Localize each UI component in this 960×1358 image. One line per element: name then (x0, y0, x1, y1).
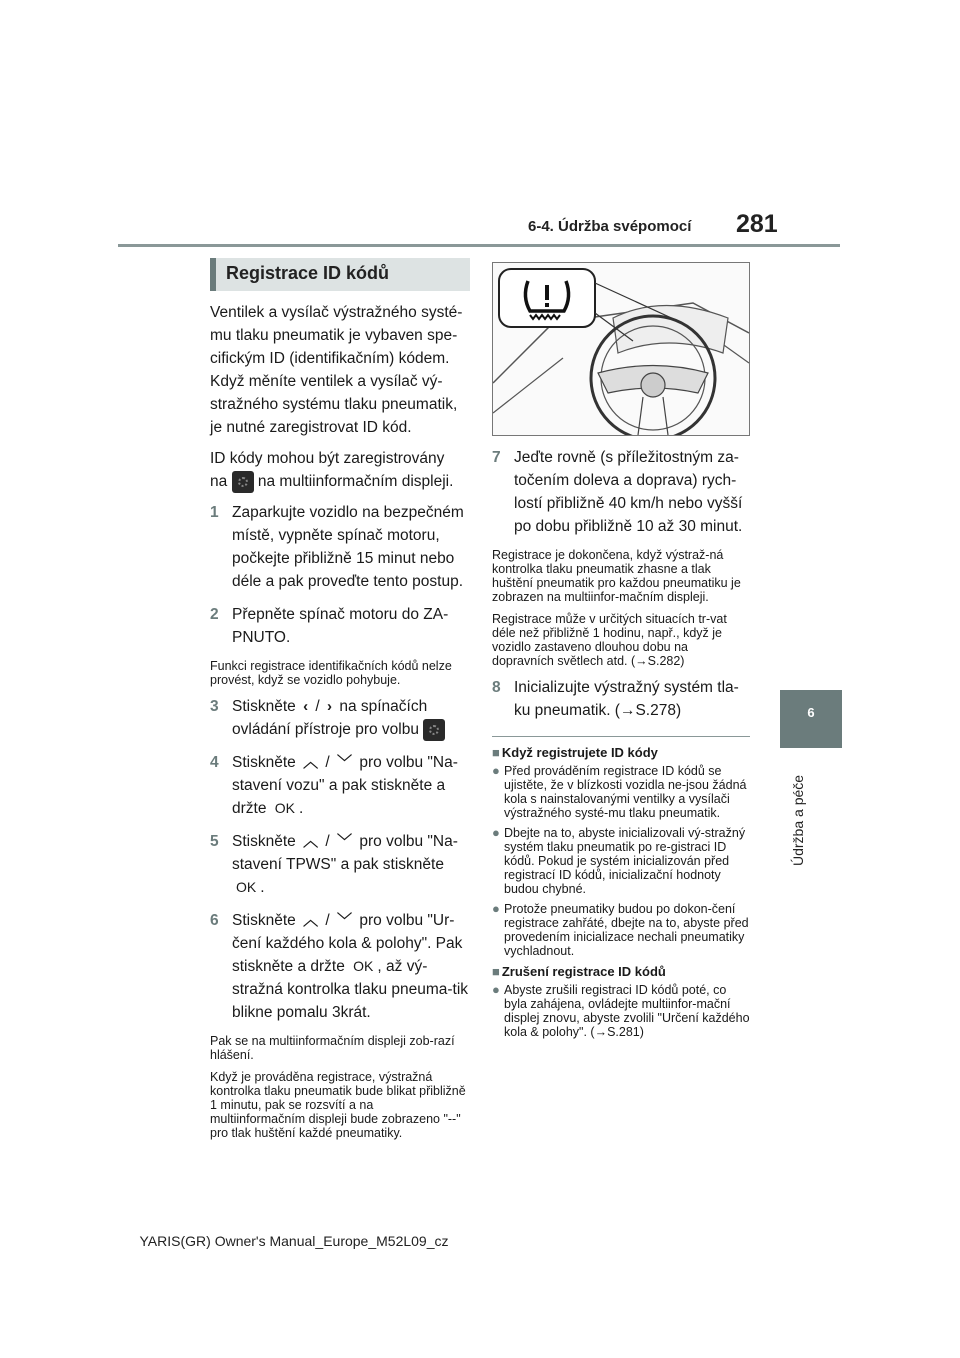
chapter-tab: 6 (780, 690, 842, 748)
subheading-text: Když registrujete ID kódy (501, 745, 658, 760)
bullet-text: Protože pneumatiky budou po dokon-čení registrace zahřáté, dbejte na to, abyste před provedením inicializace nechali pneumatiky vychladnout. (504, 902, 749, 958)
step-6 (210, 909, 470, 1024)
bullet-item (492, 826, 750, 896)
left-column (210, 258, 470, 1148)
divider (492, 736, 750, 737)
note-message: Pak se na multiinformačním displeji zob-razí hlášení. (210, 1034, 455, 1062)
step-text: Přepněte spínač motoru do ZA-PNUTO. (232, 606, 449, 646)
note-registration: Když je prováděna registrace, výstražná kontrolka tlaku pneumatik bude blikat přibližně 1 minutu, pak se rozsvítí a na multiinformačním displeji bude zobrazeno "--" pro tlak huštění každé pneumatiky. (210, 1070, 466, 1140)
footer-manual-id: YARIS(GR) Owner's Manual_Europe_M52L09_cz (139, 1233, 449, 1249)
slash: / (325, 833, 330, 850)
step-1 (210, 501, 470, 593)
ok-icon: OK (236, 879, 257, 895)
intro2-line1: ID kódy mohou být zaregistrovány (210, 450, 445, 467)
step4-text-a: Stiskněte (232, 754, 296, 771)
step-number: 1 (210, 504, 219, 521)
intro-paragraph: Ventilek a vysílač výstražného systé-mu tlaku pneumatik je vybaven spe-cifickým ID (identifikačním) kódem. Když měníte ventilek a vysílač vý-stražného systému tlaku pneumatik, je nutné zaregistrovat ID kód. (210, 304, 463, 436)
chevron-down-icon: ﹀ (337, 754, 353, 771)
step6-text-c: , až vý-stražná kontrolka tlaku pneuma-tik blikne pomalu 3krát. (232, 958, 469, 1021)
bullet-text: Před prováděním registrace ID kódů se ujistěte, že v blízkosti vozidla ne-jsou žádná kola s nainstalovanými ventilky a vysílači výstražného systé-mu tlaku pneumatik. (504, 764, 747, 820)
step-2 (210, 603, 470, 649)
step-text (232, 830, 470, 899)
header-rule (118, 244, 840, 247)
step-number: 2 (210, 606, 219, 623)
bullet-item (492, 983, 750, 1039)
step4-text-b: pro volbu "Na-stavení vozu" a pak stiskněte a držte (232, 754, 458, 817)
slash: / (315, 698, 320, 715)
step-text: Zaparkujte vozidlo na bezpečném místě, vypněte spínač motoru, počkejte přibližně 15 minut nebo déle a pak proveďte tento postup. (232, 504, 464, 590)
step3-text-b: na spínačích ovládání přístroje pro volbu (232, 698, 428, 738)
note-duration: Registrace může v určitých situacích tr-vat déle než přibližně 1 hodinu, např., když je vozidlo zastaveno dlouhou dobu na dopravních světlech atd. (→S.282) (492, 612, 727, 668)
chevron-up-icon: ︿ (303, 912, 319, 929)
intro2-pre: na (210, 473, 228, 490)
step6-text-a: Stiskněte (232, 912, 296, 929)
round-bullet-icon: ● (492, 763, 500, 778)
step-7 (492, 446, 750, 538)
intro-paragraph-2 (210, 447, 470, 493)
right-column (492, 262, 750, 1045)
steering-wheel-illustration (493, 263, 749, 435)
note-moving: Funkci registrace identifikačních kódů nelze provést, když se vozidlo pohybuje. (210, 659, 452, 687)
step-4 (210, 751, 470, 820)
chevron-down-icon: ﹀ (337, 833, 353, 850)
subheading-register (492, 745, 750, 760)
round-bullet-icon: ● (492, 901, 500, 916)
step-5 (210, 830, 470, 899)
step-number: 7 (492, 449, 501, 466)
step-text: Inicializujte výstražný systém tla-ku pneumatik. (→S.278) (514, 679, 739, 719)
chevron-up-icon: ︿ (303, 833, 319, 850)
settings-gear-icon (232, 471, 254, 493)
chapter-label: Údržba a péče (790, 774, 806, 866)
step-text: Jeďte rovně (s příležitostným za-točením doleva a doprava) rych-lostí přibližně 40 km/h nebo vyšší po dobu přibližně 10 až 30 minut. (514, 449, 743, 535)
slash: / (325, 754, 330, 771)
settings-gear-icon (423, 719, 445, 741)
bullet-text: Dbejte na to, abyste inicializovali vý-stražný systém tlaku pneumatik po re-gistraci ID kódů. Pokud je systém inicializován před registrací ID kódů, inicializační hodnoty budou chybné. (504, 826, 746, 896)
step-3 (210, 695, 470, 741)
round-bullet-icon: ● (492, 825, 500, 840)
ok-icon: OK (353, 958, 374, 974)
square-bullet-icon: ■ (492, 964, 500, 979)
step-8 (492, 676, 750, 722)
step-number: 3 (210, 698, 219, 715)
note-completed: Registrace je dokončena, když výstraž-ná kontrolka tlaku pneumatik zhasne a tlak huštění pneumatik pro každou pneumatiku je zobrazen na multiinfor-mačním displeji. (492, 548, 741, 604)
section-title: 6-4. Údržba svépomocí (528, 218, 692, 235)
step-number: 8 (492, 679, 501, 696)
chevron-left-icon: ‹ (303, 698, 309, 715)
step-number: 4 (210, 754, 219, 771)
step5-text-b: pro volbu "Na-stavení TPWS" a pak stiskněte (232, 833, 458, 873)
step-text (232, 751, 470, 820)
subheading-text: Zrušení registrace ID kódů (501, 964, 666, 979)
step3-text-a: Stiskněte (232, 698, 296, 715)
step5-text-a: Stiskněte (232, 833, 296, 850)
step-text (232, 695, 470, 741)
step-number: 5 (210, 833, 219, 850)
step-text (232, 909, 470, 1024)
chevron-right-icon: › (327, 698, 333, 715)
bullet-item (492, 764, 750, 820)
page-number: 281 (736, 210, 778, 238)
chevron-up-icon: ︿ (303, 754, 319, 771)
dashboard-illustration (492, 262, 750, 436)
step4-text-c: . (299, 800, 304, 817)
subheading-cancel (492, 964, 750, 979)
step5-text-c: . (260, 879, 265, 896)
step6-text-b: pro volbu "Ur-čení každého kola & polohy". Pak stiskněte a držte (232, 912, 463, 975)
bullet-text: Abyste zrušili registraci ID kódů poté, co byla zahájena, ovládejte multiinfor-mační displej znovu, abyste zvolili "Určení každého kola & polohy". (→S.281) (504, 983, 750, 1039)
intro2-post: na multiinformačním displeji. (257, 473, 454, 490)
square-bullet-icon: ■ (492, 745, 500, 760)
step-number: 6 (210, 912, 219, 929)
section-heading: Registrace ID kódů (210, 258, 470, 291)
slash: / (325, 912, 330, 929)
chevron-down-icon: ﹀ (337, 912, 353, 929)
ok-icon: OK (274, 800, 296, 816)
bullet-item (492, 902, 750, 958)
round-bullet-icon: ● (492, 982, 500, 997)
